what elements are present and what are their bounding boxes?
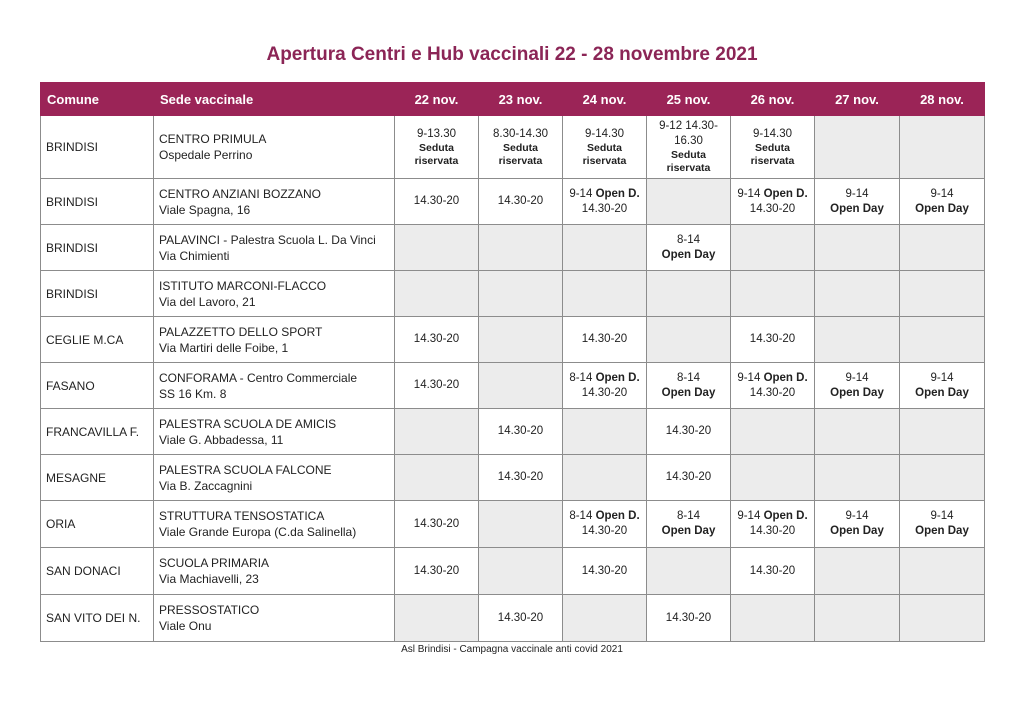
slot-cell xyxy=(563,548,647,595)
open-day-badge: Open Day xyxy=(915,386,969,399)
sede-name: CENTRO ANZIANI BOZZANO xyxy=(159,186,322,201)
slot-cell xyxy=(479,409,563,455)
comune-cell: SAN DONACI xyxy=(41,548,154,595)
slot-morning-time: 9-14 xyxy=(930,371,954,384)
slot-morning xyxy=(652,371,725,386)
col-header-day: 26 nov. xyxy=(731,83,815,116)
slot-cell xyxy=(731,501,815,548)
open-day-badge: Open Day xyxy=(830,525,884,537)
col-header-day: 24 nov. xyxy=(563,83,647,116)
slot-cell-empty xyxy=(815,595,900,642)
sede-address: Via Machiavelli, 23 xyxy=(159,572,259,586)
slot-cell xyxy=(395,179,479,225)
sede-address: Ospedale Perrino xyxy=(159,148,253,162)
open-day-badge: Open D. xyxy=(595,510,640,522)
slot-time: 14.30-20 xyxy=(581,333,628,345)
sede-cell xyxy=(154,363,395,409)
slot-morning xyxy=(652,509,725,524)
slot-morning xyxy=(905,509,979,524)
open-day-badge: Open Day xyxy=(661,248,716,261)
slot-afternoon-time: 14.30-20 xyxy=(581,525,628,537)
slot-cell xyxy=(815,179,900,225)
slot-cell-empty xyxy=(900,271,985,317)
slot-note: Seduta riservata xyxy=(498,141,543,167)
slot-time: 9-14.30 xyxy=(584,127,624,140)
slot-cell-empty xyxy=(647,317,731,363)
slot-cell xyxy=(563,179,647,225)
slot-cell xyxy=(647,225,731,271)
slot-note: Seduta riservata xyxy=(414,141,459,167)
open-day-badge: Open Day xyxy=(830,386,884,399)
slot-cell xyxy=(647,116,731,179)
slot-cell-empty xyxy=(395,409,479,455)
slot-morning xyxy=(736,509,809,524)
footer-note: Asl Brindisi - Campagna vaccinale anti covid 2021 xyxy=(401,644,623,655)
slot-morning-time: 8-14 xyxy=(569,371,593,384)
sede-address: Viale G. Abbadessa, 11 xyxy=(159,432,284,447)
slot-cell xyxy=(815,501,900,548)
slot-morning-time: 9-14 xyxy=(569,187,593,200)
sede-cell xyxy=(154,455,395,501)
col-header-day: 27 nov. xyxy=(815,83,900,116)
slot-time: 14.30-20 xyxy=(665,471,712,483)
slot-cell xyxy=(395,116,479,179)
sede-cell xyxy=(154,271,395,317)
slot-time: 9-12 14.30-16.30 xyxy=(659,120,718,147)
sede-cell xyxy=(154,409,395,455)
sede-cell xyxy=(154,548,395,595)
sede-address: Viale Onu xyxy=(159,619,212,633)
slot-cell xyxy=(395,317,479,363)
slot-cell xyxy=(647,501,731,548)
slot-cell-empty xyxy=(815,317,900,363)
slot-time: 14.30-20 xyxy=(665,611,712,624)
slot-afternoon-time: 14.30-20 xyxy=(581,202,628,215)
slot-cell-empty xyxy=(563,225,647,271)
sede-address: Via B. Zaccagnini xyxy=(159,478,253,493)
page-title: Apertura Centri e Hub vaccinali 22 - 28 novembre 2021 xyxy=(266,44,758,65)
sede-cell xyxy=(154,595,395,642)
table-row xyxy=(41,271,985,317)
slot-cell xyxy=(563,363,647,409)
open-day-badge: Open D. xyxy=(763,510,808,522)
comune-cell: BRINDISI xyxy=(41,271,154,317)
sede-name: CENTRO PRIMULA xyxy=(159,132,267,146)
slot-cell-empty xyxy=(815,116,900,179)
slot-cell xyxy=(395,548,479,595)
slot-cell xyxy=(731,179,815,225)
slot-cell xyxy=(900,179,985,225)
slot-cell-empty xyxy=(815,548,900,595)
slot-morning xyxy=(820,371,894,386)
slot-time: 14.30-20 xyxy=(749,564,796,577)
open-day-badge: Open Day xyxy=(915,525,969,537)
slot-time: 9-14.30 xyxy=(752,127,792,140)
comune-cell: SAN VITO DEI N. xyxy=(41,595,154,642)
slot-cell-empty xyxy=(479,363,563,409)
comune-cell: BRINDISI xyxy=(41,225,154,271)
sede-name: PALESTRA SCUOLA DE AMICIS xyxy=(159,416,337,431)
schedule-table xyxy=(40,82,985,642)
slot-morning-time: 9-14 xyxy=(930,187,954,200)
table-row xyxy=(41,595,985,642)
slot-time: 14.30-20 xyxy=(413,195,460,207)
sede-name: STRUTTURA TENSOSTATICA xyxy=(159,509,325,523)
slot-cell-empty xyxy=(731,595,815,642)
slot-cell xyxy=(900,363,985,409)
slot-cell xyxy=(731,548,815,595)
slot-note: Seduta riservata xyxy=(750,141,795,167)
comune-cell: FRANCAVILLA F. xyxy=(41,409,154,455)
slot-cell-empty xyxy=(395,225,479,271)
slot-time: 9-13.30 xyxy=(416,127,456,140)
slot-time: 8.30-14.30 xyxy=(493,127,548,140)
slot-cell-empty xyxy=(731,271,815,317)
slot-morning-time: 8-14 xyxy=(676,233,701,246)
open-day-badge: Open Day xyxy=(915,202,969,215)
slot-cell-empty xyxy=(731,455,815,501)
table-row xyxy=(41,501,985,548)
slot-cell xyxy=(900,501,985,548)
table-row xyxy=(41,455,985,501)
slot-morning xyxy=(568,187,641,202)
slot-cell xyxy=(731,363,815,409)
slot-cell xyxy=(479,116,563,179)
slot-cell xyxy=(479,179,563,225)
sede-name: PRESSOSTATICO xyxy=(159,603,260,617)
slot-morning xyxy=(652,233,725,248)
slot-cell xyxy=(647,455,731,501)
slot-morning-time: 8-14 xyxy=(569,510,593,522)
sede-address: Via Chimienti xyxy=(159,248,230,263)
table-row xyxy=(41,179,985,225)
col-header-sede: Sede vaccinale xyxy=(154,83,395,116)
col-header-day: 28 nov. xyxy=(900,83,985,116)
sede-name: PALAZZETTO DELLO SPORT xyxy=(159,324,323,339)
open-day-badge: Open Day xyxy=(661,525,716,537)
slot-cell-empty xyxy=(900,409,985,455)
slot-morning-time: 9-14 xyxy=(930,510,954,522)
table-row xyxy=(41,363,985,409)
slot-cell-empty xyxy=(647,548,731,595)
open-day-badge: Open Day xyxy=(830,202,884,215)
slot-morning-time: 9-14 xyxy=(845,187,869,200)
slot-morning-time: 9-14 xyxy=(737,187,761,200)
sede-cell xyxy=(154,179,395,225)
sede-cell xyxy=(154,225,395,271)
comune-cell: MESAGNE xyxy=(41,455,154,501)
slot-morning-time: 8-14 xyxy=(676,510,701,522)
slot-cell xyxy=(731,116,815,179)
sede-name: PALAVINCI - Palestra Scuola L. Da Vinci xyxy=(159,232,376,247)
slot-time: 14.30-20 xyxy=(749,333,796,345)
slot-note: Seduta riservata xyxy=(666,149,711,174)
comune-cell: FASANO xyxy=(41,363,154,409)
slot-morning xyxy=(820,187,894,202)
slot-cell-empty xyxy=(395,595,479,642)
slot-time: 14.30-20 xyxy=(497,611,544,624)
slot-cell xyxy=(647,409,731,455)
slot-note: Seduta riservata xyxy=(582,141,627,167)
slot-morning xyxy=(905,187,979,202)
comune-cell: CEGLIE M.CA xyxy=(41,317,154,363)
slot-cell xyxy=(395,363,479,409)
col-header-day: 25 nov. xyxy=(647,83,731,116)
open-day-badge: Open D. xyxy=(595,371,640,384)
slot-cell-empty xyxy=(900,225,985,271)
header-row xyxy=(41,83,985,116)
slot-cell xyxy=(815,363,900,409)
slot-cell xyxy=(479,595,563,642)
slot-morning-time: 9-14 xyxy=(845,510,869,522)
slot-cell-empty xyxy=(395,455,479,501)
slot-time: 14.30-20 xyxy=(413,564,460,577)
slot-cell-empty xyxy=(815,409,900,455)
comune-cell: ORIA xyxy=(41,501,154,548)
slot-cell xyxy=(563,317,647,363)
slot-morning-time: 9-14 xyxy=(845,371,869,384)
slot-time: 14.30-20 xyxy=(413,333,460,345)
sede-address: Viale Spagna, 16 xyxy=(159,202,251,217)
slot-morning-time: 9-14 xyxy=(737,371,761,384)
table-row xyxy=(41,409,985,455)
slot-cell-empty xyxy=(900,317,985,363)
slot-cell-empty xyxy=(479,271,563,317)
table-row xyxy=(41,548,985,595)
col-header-day: 23 nov. xyxy=(479,83,563,116)
sede-address: Via del Lavoro, 21 xyxy=(159,294,256,309)
table-row xyxy=(41,317,985,363)
sede-address: SS 16 Km. 8 xyxy=(159,386,227,401)
slot-time: 14.30-20 xyxy=(497,195,544,207)
slot-cell xyxy=(563,116,647,179)
slot-cell-empty xyxy=(479,317,563,363)
slot-morning xyxy=(736,187,809,202)
slot-time: 14.30-20 xyxy=(665,425,712,437)
comune-cell: BRINDISI xyxy=(41,179,154,225)
slot-cell xyxy=(479,455,563,501)
slot-cell-empty xyxy=(479,225,563,271)
slot-cell-empty xyxy=(395,271,479,317)
sede-address: Via Martiri delle Foibe, 1 xyxy=(159,340,289,355)
open-day-badge: Open D. xyxy=(763,187,808,200)
sede-name: CONFORAMA - Centro Commerciale xyxy=(159,370,358,385)
table-row xyxy=(41,225,985,271)
slot-cell-empty xyxy=(815,455,900,501)
slot-time: 14.30-20 xyxy=(497,471,544,483)
slot-cell-empty xyxy=(815,271,900,317)
schedule-body xyxy=(41,116,985,642)
slot-afternoon-time: 14.30-20 xyxy=(749,202,796,215)
slot-time: 14.30-20 xyxy=(413,517,460,530)
slot-cell-empty xyxy=(731,225,815,271)
slot-cell-empty xyxy=(647,271,731,317)
comune-cell: BRINDISI xyxy=(41,116,154,179)
slot-cell-empty xyxy=(900,455,985,501)
slot-morning xyxy=(820,509,894,524)
slot-time: 14.30-20 xyxy=(497,425,544,437)
slot-cell-empty xyxy=(900,548,985,595)
slot-time: 14.30-20 xyxy=(413,379,460,391)
slot-cell-empty xyxy=(563,595,647,642)
slot-cell-empty xyxy=(647,179,731,225)
sede-name: SCUOLA PRIMARIA xyxy=(159,556,270,570)
col-header-comune: Comune xyxy=(41,83,154,116)
sede-cell xyxy=(154,317,395,363)
slot-cell xyxy=(731,317,815,363)
slot-morning-time: 8-14 xyxy=(676,371,701,384)
slot-time: 14.30-20 xyxy=(581,564,628,577)
sede-name: ISTITUTO MARCONI-FLACCO xyxy=(159,278,327,293)
slot-afternoon-time: 14.30-20 xyxy=(581,386,628,399)
slot-cell-empty xyxy=(900,595,985,642)
slot-cell-empty xyxy=(900,116,985,179)
slot-cell-empty xyxy=(479,501,563,548)
sede-cell xyxy=(154,116,395,179)
slot-cell-empty xyxy=(815,225,900,271)
sede-cell xyxy=(154,501,395,548)
slot-cell xyxy=(395,501,479,548)
slot-morning xyxy=(568,371,641,386)
sede-name: PALESTRA SCUOLA FALCONE xyxy=(159,462,332,477)
slot-cell-empty xyxy=(479,548,563,595)
slot-cell-empty xyxy=(563,455,647,501)
slot-morning xyxy=(736,371,809,386)
slot-morning-time: 9-14 xyxy=(737,510,761,522)
slot-cell-empty xyxy=(563,271,647,317)
table-row xyxy=(41,116,985,179)
slot-morning xyxy=(568,509,641,524)
slot-morning xyxy=(905,371,979,386)
open-day-badge: Open D. xyxy=(763,371,808,384)
open-day-badge: Open D. xyxy=(595,187,640,200)
slot-afternoon-time: 14.30-20 xyxy=(749,525,796,537)
slot-cell xyxy=(647,595,731,642)
sede-address: Viale Grande Europa (C.da Salinella) xyxy=(159,525,357,539)
slot-afternoon-time: 14.30-20 xyxy=(749,386,796,399)
col-header-day: 22 nov. xyxy=(395,83,479,116)
open-day-badge: Open Day xyxy=(661,386,716,399)
slot-cell-empty xyxy=(563,409,647,455)
slot-cell xyxy=(647,363,731,409)
slot-cell-empty xyxy=(731,409,815,455)
slot-cell xyxy=(563,501,647,548)
